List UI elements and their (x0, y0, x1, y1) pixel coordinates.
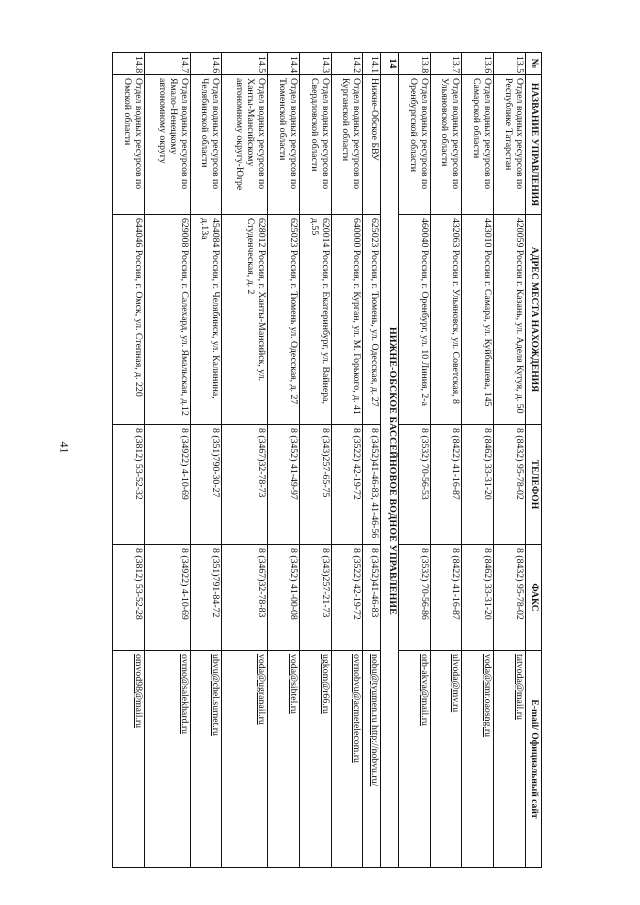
address-cell: 629008 Россия, г. Салехард, ул. Ямальская, д.12 (144, 215, 190, 425)
email-cell[interactable] (113, 651, 145, 868)
phone-cell: 8 (351)790-30-27 (190, 425, 222, 545)
email-link[interactable]: ulvoda@mv.ru (450, 654, 462, 713)
table-row (462, 53, 494, 868)
email-cell[interactable] (494, 651, 526, 868)
email-link[interactable]: ovrnobvu@acmetelecom.ru (351, 654, 363, 763)
email-cell[interactable] (299, 651, 331, 868)
address-cell: 644046 Россия, г. Омск, ул. Степная, д. 220 (113, 215, 145, 425)
email-link[interactable]: voda@sibtel.ru (287, 654, 299, 714)
table-row (299, 53, 331, 868)
office-name-cell: Отдел водных ресурсов по Омской области (113, 75, 145, 215)
fax-cell: 8 (3467)32-78-83 (222, 545, 268, 651)
water-offices-table (112, 52, 542, 868)
table-row (268, 53, 300, 868)
address-cell: 640000 Россия, г. Курган, ул. М. Горького, д. 41 (331, 215, 363, 425)
email-cell[interactable] (268, 651, 300, 868)
email-cell[interactable] (430, 651, 462, 868)
phone-cell: 8 (3452) 41-49-97 (268, 425, 300, 545)
address-cell: 443010 Россия г. Самара, ул. Куйбышева, 145 (462, 215, 494, 425)
table-row (144, 53, 190, 868)
fax-cell: 8 (3522) 42-19-72 (331, 545, 363, 651)
row-num-cell: 14.7 (144, 53, 190, 75)
landscape-table-wrapper (112, 52, 542, 867)
office-name-cell: Отдел водных ресурсов по Курганской области (331, 75, 363, 215)
email-cell[interactable] (462, 651, 494, 868)
email-cell[interactable] (222, 651, 268, 868)
address-cell: 625023 Россия, г. Тюмень, ул. Одесская, д. 27 (363, 215, 381, 425)
email-cell[interactable] (144, 651, 190, 868)
email-cell[interactable] (398, 651, 430, 868)
table-header-row (526, 53, 542, 868)
email-cell[interactable] (331, 651, 363, 868)
header-email: E-mail/ Официальный сайт (526, 651, 542, 868)
row-num-cell: 13.5 (494, 53, 526, 75)
address-cell: 625023 Россия, г. Тюмень ул. Одесская, д. 27 (268, 215, 300, 425)
table-body-section-13 (398, 53, 525, 868)
page-number: 41 (57, 441, 72, 454)
section-num: 14 (381, 53, 399, 75)
phone-cell: 8 (343)257-65-75 (299, 425, 331, 545)
row-num-cell: 14.6 (190, 53, 222, 75)
phone-cell: 8 (3467)32-78-73 (222, 425, 268, 545)
office-name-cell: Отдел водных ресурсов по Ямало-Ненецкому автономному округу (144, 75, 190, 215)
phone-cell: 8 (8462) 33-31-20 (462, 425, 494, 545)
table-row (363, 53, 381, 868)
row-num-cell: 14.8 (113, 53, 145, 75)
table-row (494, 53, 526, 868)
table-row (331, 53, 363, 868)
email-link[interactable]: voda@ugranail.ru (256, 654, 268, 725)
office-name-cell: Нижне-Обское БВУ (363, 75, 381, 215)
address-cell: 628012 Россия, г. Ханты-Мансийск, ул. Студенческая, д. 2 (222, 215, 268, 425)
row-num-cell: 14.5 (222, 53, 268, 75)
section-row (381, 53, 399, 868)
fax-cell: 8 (343)257-21-73 (299, 545, 331, 651)
row-num-cell: 14.1 (363, 53, 381, 75)
fax-cell: 8 (8432) 95-78-02 (494, 545, 526, 651)
section-title: НИЖНЕ-ОБСКОЕ БАССЕЙНОВОЕ ВОДНОЕ УПРАВЛЕНИЕ (381, 75, 399, 868)
row-num-cell: 13.8 (398, 53, 430, 75)
phone-cell: 8 (8422) 41-16-87 (430, 425, 462, 545)
email-link[interactable]: ubvu@chel.surnet.ru (210, 654, 222, 736)
email-link[interactable]: ovrno@salekhard.ru (178, 654, 190, 735)
fax-cell: 8 (8462) 33-31-20 (462, 545, 494, 651)
table-row (430, 53, 462, 868)
header-fax: ФАКС (526, 545, 542, 651)
email-link[interactable]: voda@smr.oaosng.ru (482, 654, 494, 738)
address-cell: 454084 Россия, г. Челябинск, ул. Калинина, д.13а (190, 215, 222, 425)
table-row (222, 53, 268, 868)
office-name-cell: Отдел водных ресурсов по Тюменской области (268, 75, 300, 215)
header-name: НАЗВАНИЕ УПРАВЛЕНИЯ (526, 75, 542, 215)
phone-cell: 8 (3812) 53-52-32 (113, 425, 145, 545)
row-num-cell: 14.2 (331, 53, 363, 75)
fax-cell: 8 (34922) 4-10-69 (144, 545, 190, 651)
office-name-cell: Отдел водных ресурсов по Оренбургской области (398, 75, 430, 215)
phone-cell: 8 (3522) 42-19-72 (331, 425, 363, 545)
email-link[interactable]: orb-akva@mail.ru (418, 654, 430, 726)
fax-cell: 8 (3452)41-46-83 (363, 545, 381, 651)
header-address: АДРЕС МЕСТА НАХОЖДЕНИЯ (526, 215, 542, 425)
row-num-cell: 13.7 (430, 53, 462, 75)
phone-cell: 8 (34922) 4-10-69 (144, 425, 190, 545)
row-num-cell: 13.6 (462, 53, 494, 75)
fax-cell: 8 (3452) 41-00-08 (268, 545, 300, 651)
table-row (113, 53, 145, 868)
office-name-cell: Отдел водных ресурсов по Ханты-Мансийскому автономному округу-Югре (222, 75, 268, 215)
office-name-cell: Отдел водных ресурсов по Республике Татарстан (494, 75, 526, 215)
phone-cell: 8 (8432) 95-78-02 (494, 425, 526, 545)
table-body-section-14-title (381, 53, 399, 868)
fax-cell: 8 (3812) 53-52-28 (113, 545, 145, 651)
email-cell[interactable] (363, 651, 381, 868)
email-cell[interactable] (190, 651, 222, 868)
office-name-cell: Отдел водных ресурсов по Свердловской области (299, 75, 331, 215)
row-num-cell: 14.3 (299, 53, 331, 75)
address-cell: 432063 Россия г. Ульяновск, ул. Советская, 8 (430, 215, 462, 425)
table-body-section-14 (113, 53, 381, 868)
phone-cell: 8 (3452)41-46-83, 41-46-56 (363, 425, 381, 545)
office-name-cell: Отдел водных ресурсов по Челябинской области (190, 75, 222, 215)
address-cell: 460040 Россия, г. Оренбург, ул. 10 Линия, 2-а (398, 215, 430, 425)
row-num-cell: 14.4 (268, 53, 300, 75)
fax-cell: 8 (8422) 41-16-87 (430, 545, 462, 651)
header-num: № (526, 53, 542, 75)
header-phone: ТЕЛЕФОН (526, 425, 542, 545)
office-name-cell: Отдел водных ресурсов по Самарской области (462, 75, 494, 215)
email-link[interactable]: nobu@tyumen.ru http://nobvu.ru/ (369, 654, 381, 787)
fax-cell: 8 (351)791-84-72 (190, 545, 222, 651)
email-link[interactable]: omvod98@mail.ru (132, 654, 144, 729)
table-row (398, 53, 430, 868)
office-name-cell: Отдел водных ресурсов по Ульяновской области (430, 75, 462, 215)
address-cell: 620014 Россия, г. Екатеринбург, ул. Вайнера, д.55 (299, 215, 331, 425)
email-link[interactable]: ugkom@r66.ru (319, 654, 331, 714)
email-link[interactable]: tatvoda@mail.ru (514, 654, 525, 720)
phone-cell: 8 (3532) 70-56-53 (398, 425, 430, 545)
fax-cell: 8 (3532) 70-56-86 (398, 545, 430, 651)
address-cell: 420059 Россия г. Казань, ул. Аделя Кутуя, д. 50 (494, 215, 526, 425)
table-row (190, 53, 222, 868)
